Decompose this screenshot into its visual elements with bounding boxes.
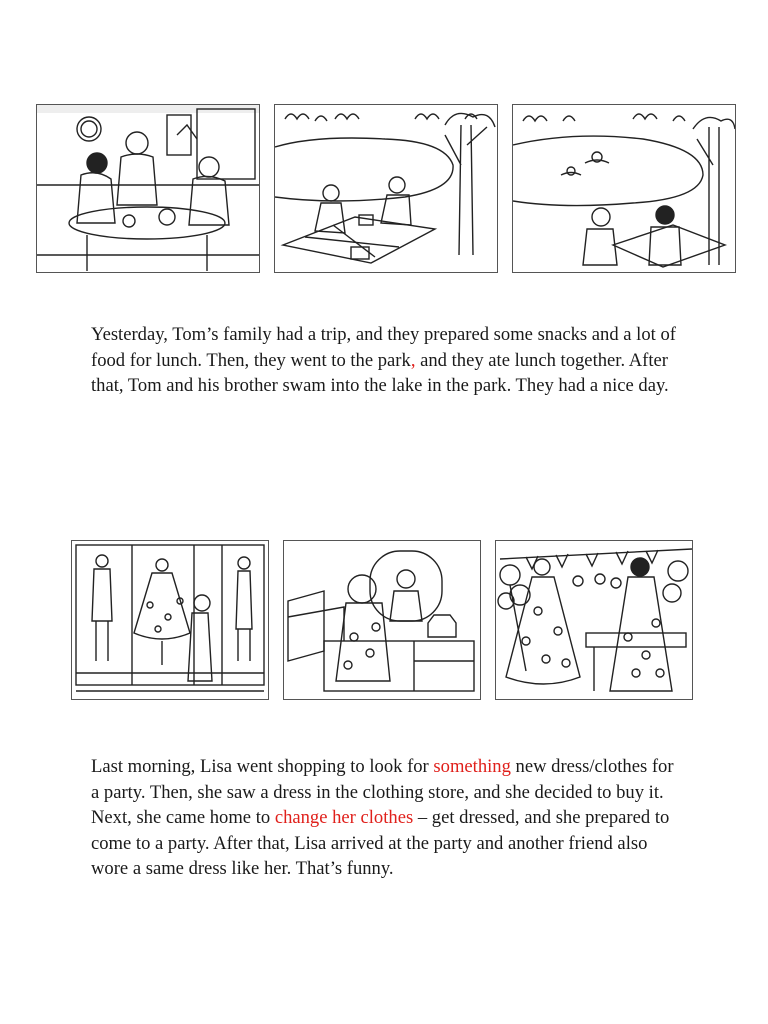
story2-highlight-something: something: [433, 756, 511, 777]
story1-highlighted-comma: ,: [410, 349, 416, 371]
story2-text-segment-5: – get dressed, and she prepared to come to a party. After that, Lisa arrived at the party and another friend also wore a same dress like her. That’s funny.: [91, 807, 670, 879]
story1-text-segment-1: Yesterday, Tom’s family had a trip, and they prepared some snacks and a lot of food for lunch. Then, they went to the park: [91, 324, 676, 371]
bedroom-dressing-scene-image: [283, 540, 481, 700]
story2-picture-strip: [71, 540, 693, 700]
story2-text-segment-3: new dress/clothes for a party. Then, she saw a dress in the clothing store, and she decided to buy it. Next, she came home to: [91, 756, 674, 828]
lake-swimming-scene-image: [512, 104, 736, 273]
park-picnic-scene-image: [274, 104, 498, 273]
story2-paragraph: [91, 754, 681, 882]
kitchen-scene-image: [36, 104, 260, 273]
story2-highlight-change-her-clothes: change her clothes: [274, 807, 414, 828]
party-scene-image: [495, 540, 693, 700]
shop-window-scene-image: [71, 540, 269, 700]
story2-text-segment-1: Last morning, Lisa went shopping to look for: [91, 756, 434, 777]
story1-paragraph: [91, 322, 681, 399]
story1-picture-strip: [36, 104, 736, 273]
story1-text-segment-3: and they ate lunch together. After that, Tom and his brother swam into the lake in the park. They had a nice day.: [91, 349, 669, 396]
